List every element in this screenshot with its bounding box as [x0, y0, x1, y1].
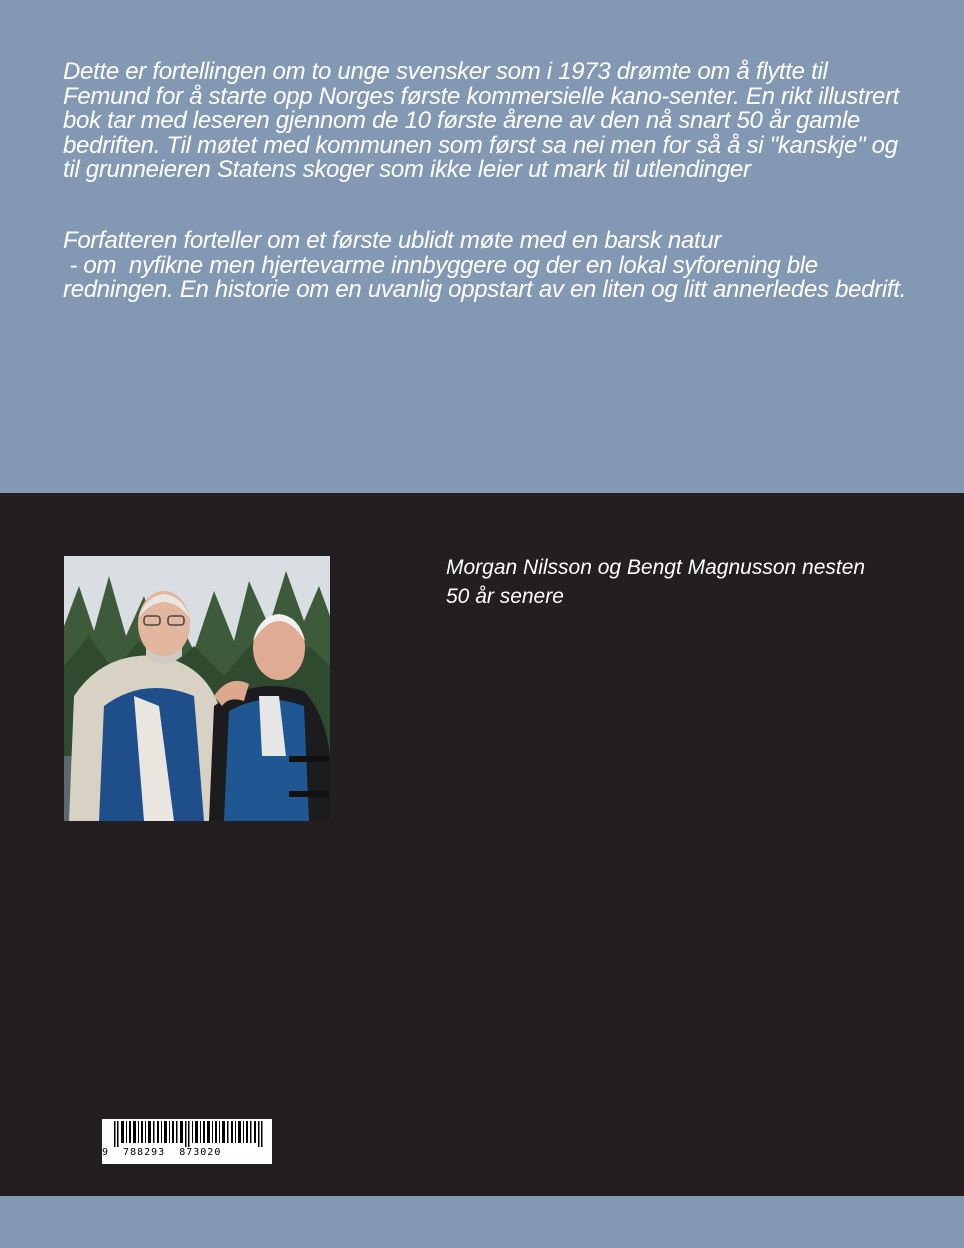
- author-photo: [64, 556, 330, 821]
- blurb-paragraph-1: Dette er fortellingen om to unge svensker som i 1973 drømte om å flytte til Femund for å starte opp Norges første kommersielle kano-senter. En rikt illustrert bok tar med leseren gjennom de 10 første årene av den nå snart 50 år gamle bedriften. Til møtet med kommunen som først sa nei men for så å si "kanskje" og til grunneieren Statens skoger som ikke leier ut mark til utlendinger: [63, 58, 906, 183]
- isbn-barcode: [102, 1119, 272, 1164]
- top-blue-panel: [0, 0, 964, 493]
- bottom-blue-strip: [0, 1196, 964, 1248]
- barcode-bars: [102, 1119, 272, 1147]
- blurb-paragraph-2: Forfatteren forteller om et første ublidt møte med en barsk natur - om nyfikne men hjertevarme innbyggere og der en lokal syforening ble redningen. En historie om en uvanlig oppstart av en liten og litt annerledes bedrift.: [63, 227, 907, 303]
- photo-caption: Morgan Nilsson og Bengt Magnusson nesten 50 år senere: [446, 556, 866, 608]
- isbn-digits: 9 788293 873020: [102, 1147, 222, 1158]
